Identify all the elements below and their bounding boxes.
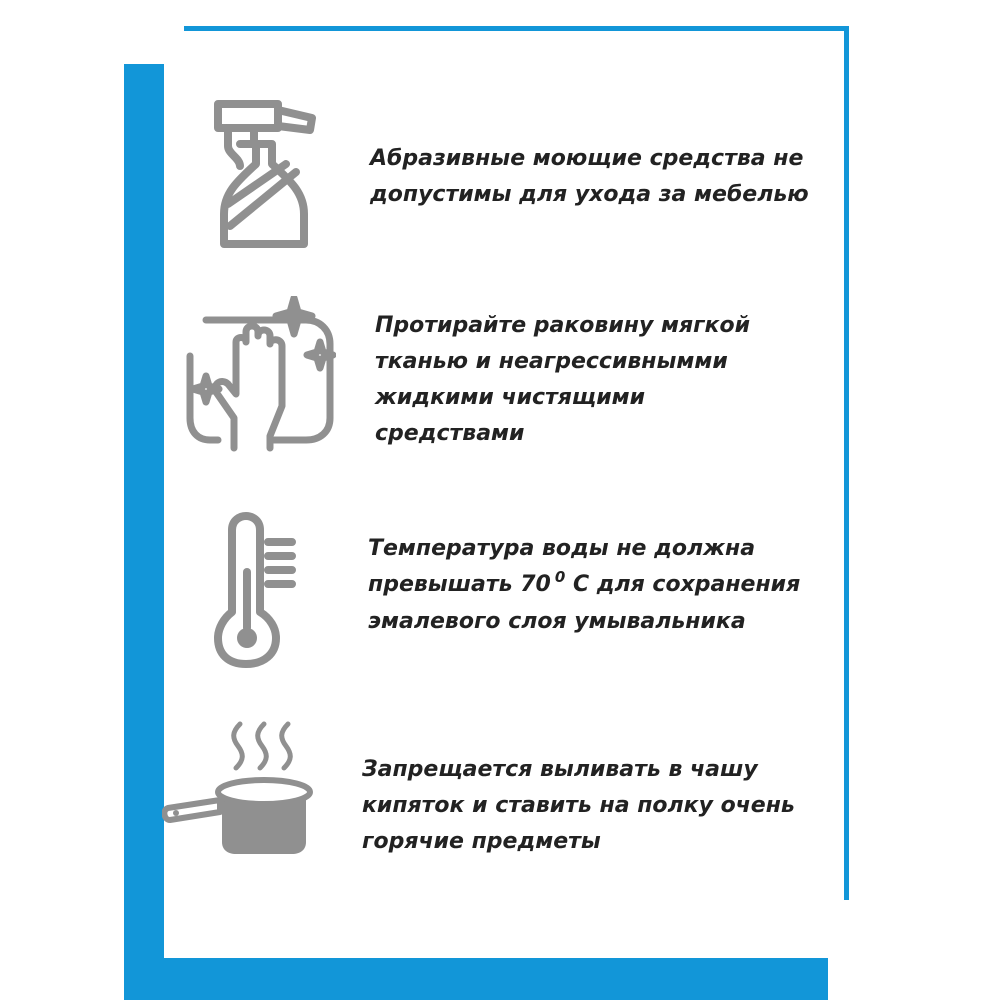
- tip-line-part: С для сохранения: [565, 572, 801, 597]
- tip-wipe-text: [375, 308, 750, 452]
- frame-bottom-bar: [124, 958, 828, 1000]
- hot-saucepan-icon: [162, 716, 314, 858]
- tip-line: Температура воды не должна: [368, 536, 756, 561]
- tip-line: Запрещается выливать в чашу: [362, 757, 758, 782]
- tip-temperature-text: [368, 531, 800, 640]
- frame-right-border: [844, 26, 849, 900]
- tip-line: [368, 567, 800, 604]
- tip-line: жидкими чистящими: [375, 385, 646, 410]
- degree-superscript: 0: [554, 568, 566, 586]
- tip-line: тканью и неагрессивнымми: [375, 349, 728, 374]
- tip-hot-items-text: [362, 752, 795, 860]
- tip-line: горячие предметы: [362, 829, 601, 854]
- tip-line: средствами: [375, 421, 525, 446]
- tip-line: кипяток и ставить на полку очень: [362, 793, 795, 818]
- tip-line: эмалевого слоя умывальника: [368, 609, 746, 634]
- spray-bottle-icon: [210, 98, 320, 250]
- tip-abrasives-text: [370, 141, 809, 213]
- tip-line: Абразивные моющие средства не: [370, 146, 804, 171]
- tip-line: Протирайте раковину мягкой: [375, 313, 751, 338]
- tip-line: допустимы для ухода за мебелью: [370, 182, 809, 207]
- thermometer-icon: [214, 512, 298, 668]
- hand-wipe-sparkle-icon: [186, 296, 336, 454]
- tip-line-part: превышать 70: [368, 572, 551, 597]
- frame-left-bar: [124, 64, 164, 1000]
- frame-top-border: [184, 26, 849, 31]
